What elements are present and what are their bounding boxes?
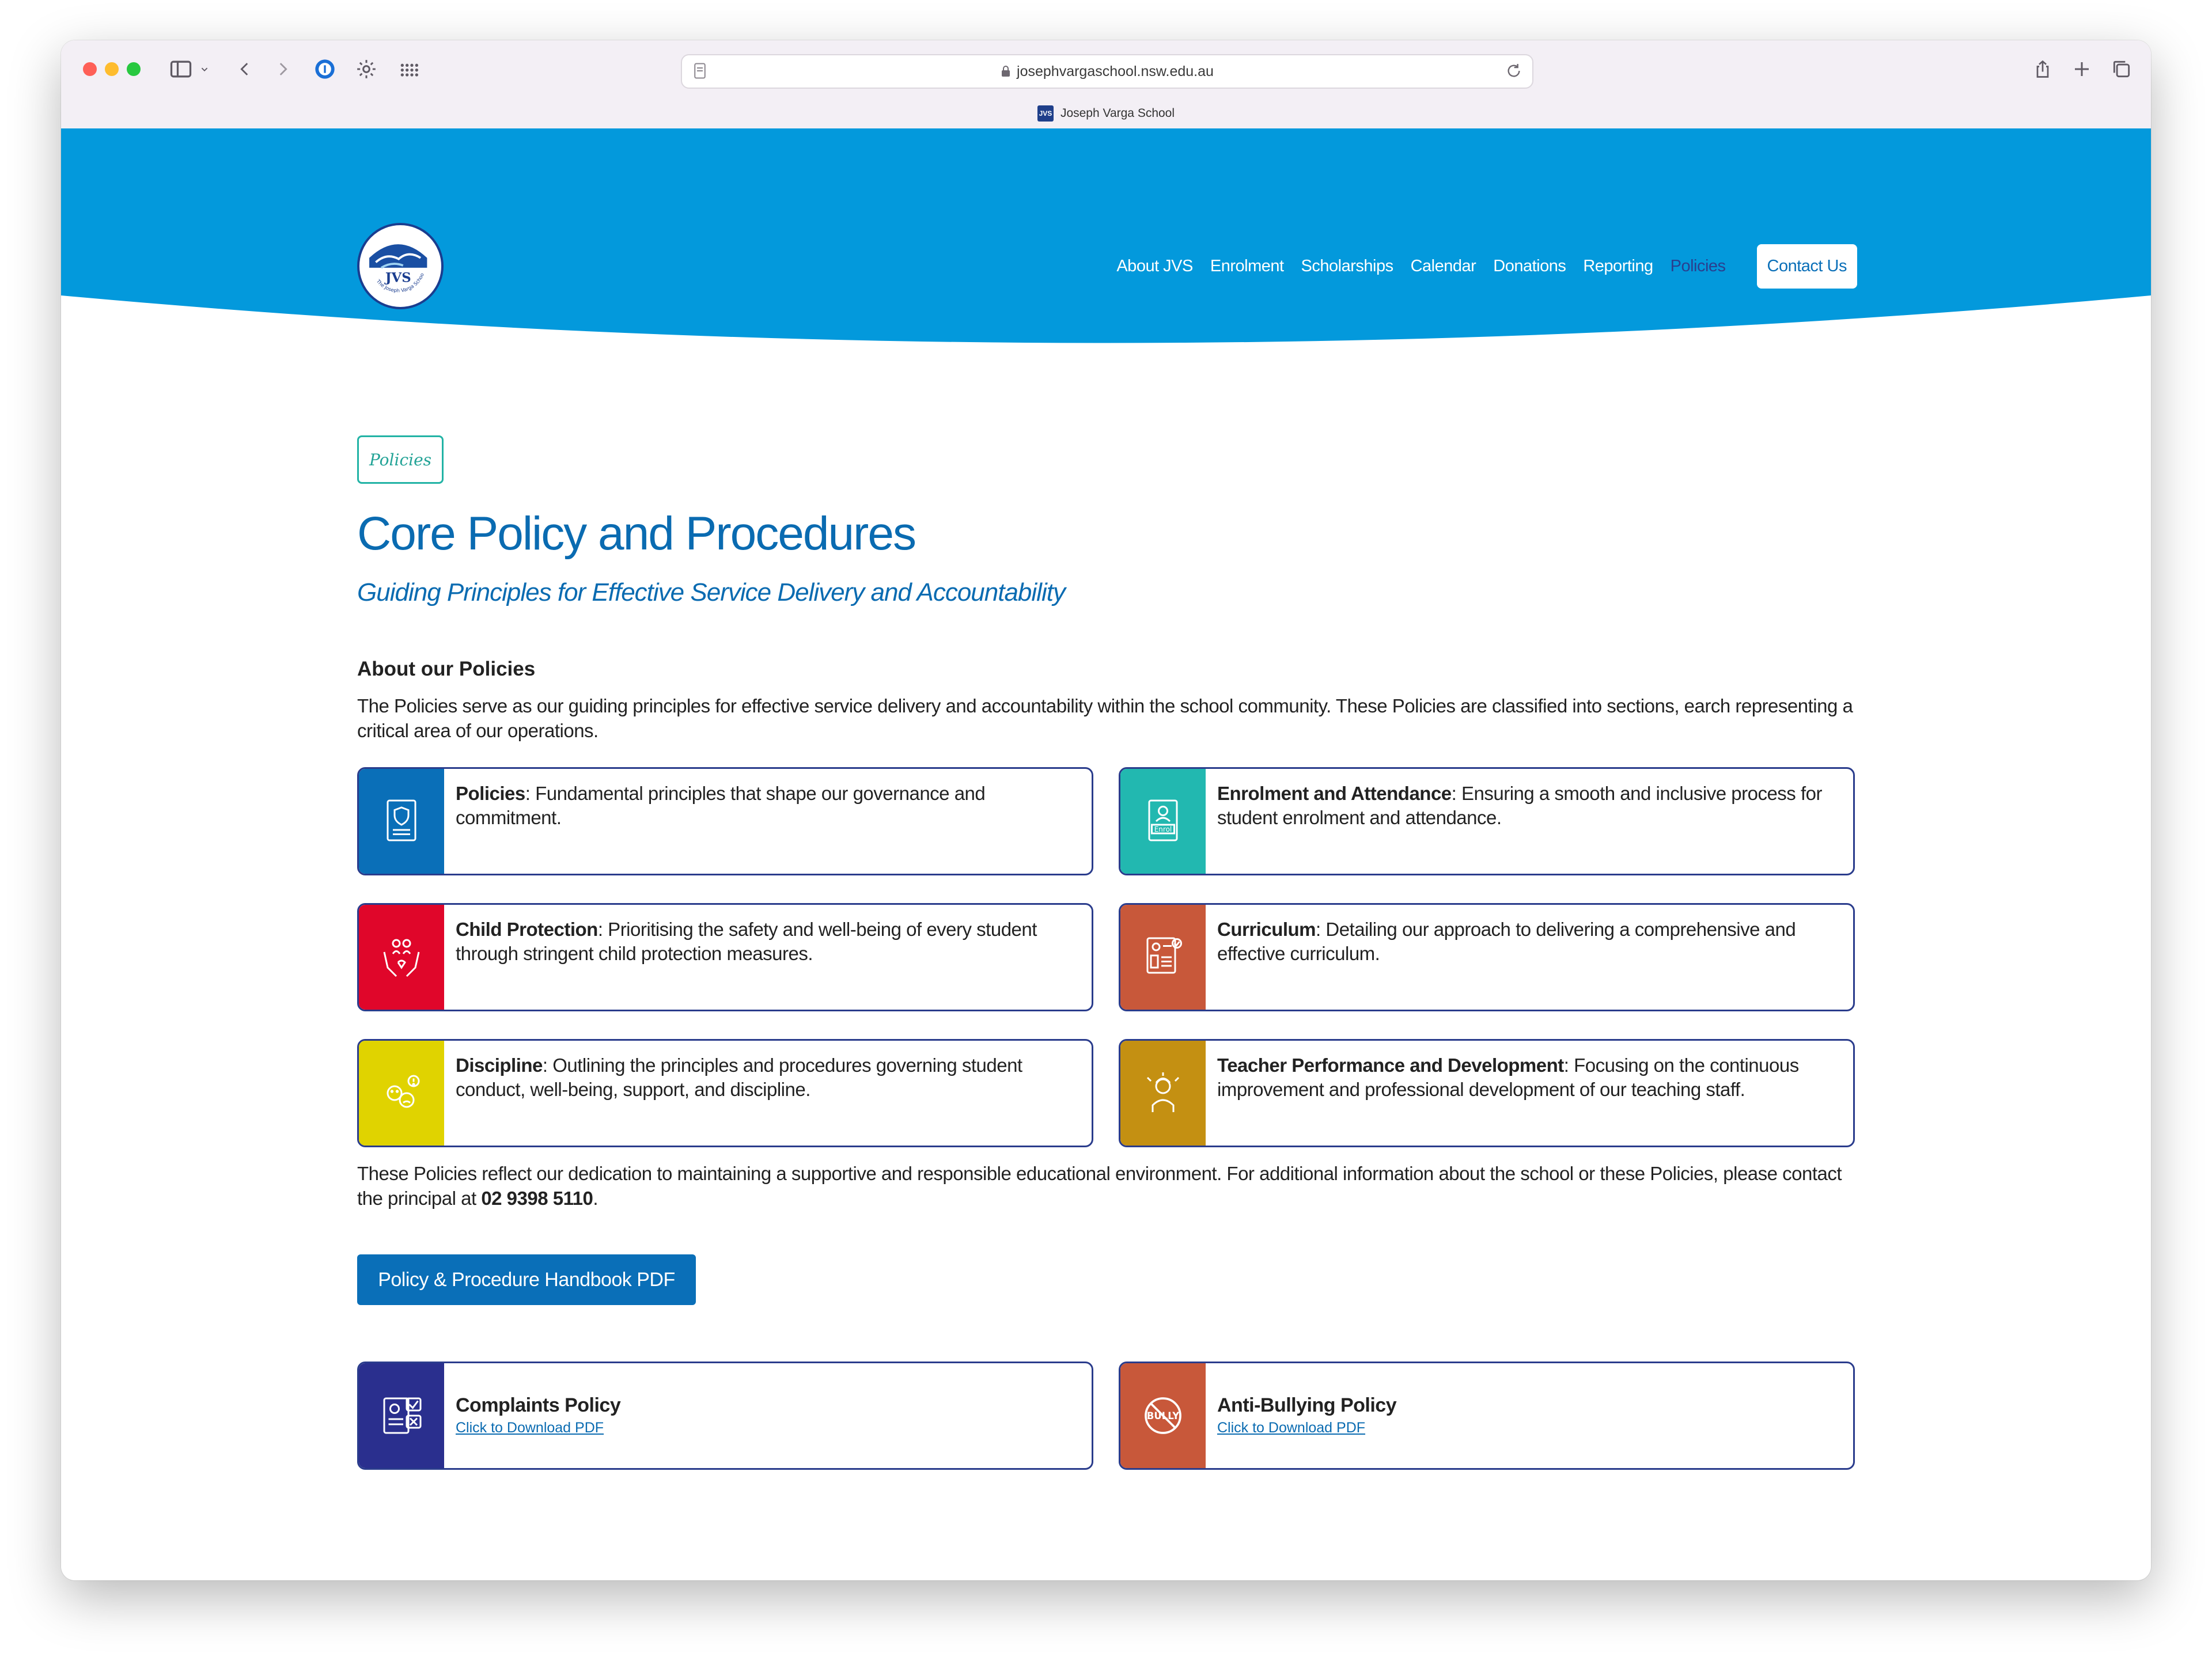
gear-icon[interactable]: [355, 56, 378, 82]
chevron-down-icon[interactable]: [198, 56, 211, 82]
policy-card-teacher-performance: [1119, 1039, 1855, 1147]
card-icon-bg: [359, 1363, 444, 1468]
sidebar-toggle-icon[interactable]: [168, 56, 194, 82]
password-manager-icon[interactable]: [313, 56, 336, 82]
card-icon-bg: [1120, 905, 1206, 1010]
card-title: Child Protection: [456, 919, 598, 940]
close-window-button[interactable]: [83, 62, 97, 76]
no-bully-icon: [1137, 1390, 1189, 1442]
principal-phone[interactable]: 02 9398 5110: [481, 1188, 593, 1209]
page-subtitle: Guiding Principles for Effective Service Delivery and Accountability: [357, 578, 1065, 606]
card-title: Enrolment and Attendance: [1217, 783, 1452, 804]
card-text: [1217, 782, 1830, 830]
about-heading: About our Policies: [357, 658, 536, 680]
card-description: : Detailing our approach to delivering a comprehensive and effective curriculum.: [1217, 919, 1796, 964]
jvs-logo-icon: [359, 225, 441, 307]
section-eyebrow-badge: Policies: [357, 435, 444, 484]
active-tab[interactable]: [61, 99, 2151, 128]
card-title: Discipline: [456, 1055, 543, 1076]
download-title: Anti-Bullying Policy: [1217, 1394, 1397, 1416]
contact-us-button[interactable]: Contact Us: [1757, 244, 1857, 289]
complaints-icon: [376, 1390, 427, 1442]
card-text: [456, 1053, 1069, 1102]
policy-card-policies: [357, 767, 1093, 875]
grid-icon[interactable]: [397, 56, 421, 82]
address-bar[interactable]: [681, 54, 1533, 89]
policy-document-icon: [376, 795, 427, 847]
card-icon-bg: [1120, 1041, 1206, 1146]
protecting-hands-icon: [376, 931, 427, 983]
card-text: [1217, 917, 1830, 966]
closing-text: These Policies reflect our dedication to maintaining a supportive and responsible educational environment. For additional information about the school or these Policies, please contact the principal at: [357, 1163, 1842, 1209]
page-icon: [692, 62, 707, 79]
tab-overview-icon[interactable]: [2111, 56, 2133, 82]
card-icon-bg: [1120, 1363, 1206, 1468]
tab-title: Joseph Varga School: [1060, 107, 1175, 120]
share-icon[interactable]: [2032, 56, 2053, 82]
card-icon-bg: [359, 905, 444, 1010]
download-card-complaints: [357, 1362, 1093, 1470]
closing-end: .: [593, 1188, 599, 1209]
nav-donations[interactable]: Donations: [1493, 257, 1566, 275]
page-title: Core Policy and Procedures: [357, 507, 915, 560]
teacher-icon: [1137, 1067, 1189, 1119]
card-text: [456, 782, 1069, 830]
card-icon-bg: [1120, 769, 1206, 874]
reload-icon[interactable]: [1505, 62, 1523, 80]
card-text: [1217, 1053, 1830, 1102]
nav-about-jvs[interactable]: About JVS: [1116, 257, 1193, 275]
card-title: Teacher Performance and Development: [1217, 1055, 1564, 1076]
policy-card-curriculum: [1119, 903, 1855, 1011]
svg-text:BULLY: BULLY: [1146, 1410, 1180, 1421]
minimize-window-button[interactable]: [105, 62, 119, 76]
back-icon[interactable]: [235, 56, 255, 82]
url-text: josephvargaschool.nsw.edu.au: [1017, 63, 1214, 79]
enrol-form-icon: [1137, 795, 1189, 847]
download-pdf-link[interactable]: Click to Download PDF: [456, 1420, 604, 1436]
svg-text:JVS: JVS: [385, 270, 411, 286]
card-icon-bg: [359, 769, 444, 874]
curriculum-board-icon: [1137, 931, 1189, 983]
card-description: : Ensuring a smooth and inclusive process for student enrolment and attendance.: [1217, 783, 1822, 828]
card-icon-bg: [359, 1041, 444, 1146]
card-description: : Focusing on the continuous improvement and professional development of our teaching staff.: [1217, 1055, 1799, 1100]
card-description: : Prioritising the safety and well-being of every student through stringent child protection measures.: [456, 919, 1037, 964]
discipline-faces-icon: [376, 1067, 427, 1119]
window-controls: [83, 62, 141, 76]
nav-reporting[interactable]: Reporting: [1583, 257, 1653, 275]
nav-policies[interactable]: Policies: [1670, 257, 1726, 275]
nav-enrolment[interactable]: Enrolment: [1210, 257, 1284, 275]
card-description: : Fundamental principles that shape our governance and commitment.: [456, 783, 986, 828]
browser-toolbar: [61, 40, 2151, 129]
browser-window: [61, 40, 2151, 1580]
tab-favicon: JVS: [1037, 105, 1054, 122]
card-description: : Outlining the principles and procedures governing student conduct, well-being, support, and discipline.: [456, 1055, 1022, 1100]
forward-icon[interactable]: [273, 56, 293, 82]
new-tab-icon[interactable]: [2071, 56, 2092, 82]
svg-text:Enrol: Enrol: [1154, 825, 1172, 833]
school-logo[interactable]: [357, 223, 444, 309]
policy-card-discipline: [357, 1039, 1093, 1147]
policy-card-enrolment: [1119, 767, 1855, 875]
download-pdf-link[interactable]: Click to Download PDF: [1217, 1420, 1366, 1436]
svg-text:The Joseph Varga School: The Joseph Varga Schoo: [374, 272, 426, 294]
intro-paragraph: The Policies serve as our guiding principles for effective service delivery and accountability within the school community. These Policies are classified into sections, earch representing a critical area of our operations.: [357, 695, 1853, 741]
nav-calendar[interactable]: Calendar: [1410, 257, 1476, 275]
policy-card-child-protection: [357, 903, 1093, 1011]
zoom-window-button[interactable]: [127, 62, 141, 76]
lock-icon: [1001, 65, 1011, 78]
card-title: Policies: [456, 783, 525, 804]
main-nav: [1116, 244, 1857, 289]
closing-paragraph: [357, 1161, 1862, 1211]
handbook-pdf-button[interactable]: Policy & Procedure Handbook PDF: [357, 1254, 696, 1305]
nav-scholarships[interactable]: Scholarships: [1301, 257, 1393, 275]
card-text: [456, 917, 1069, 966]
download-title: Complaints Policy: [456, 1394, 621, 1416]
card-title: Curriculum: [1217, 919, 1316, 940]
download-card-anti-bullying: [1119, 1362, 1855, 1470]
